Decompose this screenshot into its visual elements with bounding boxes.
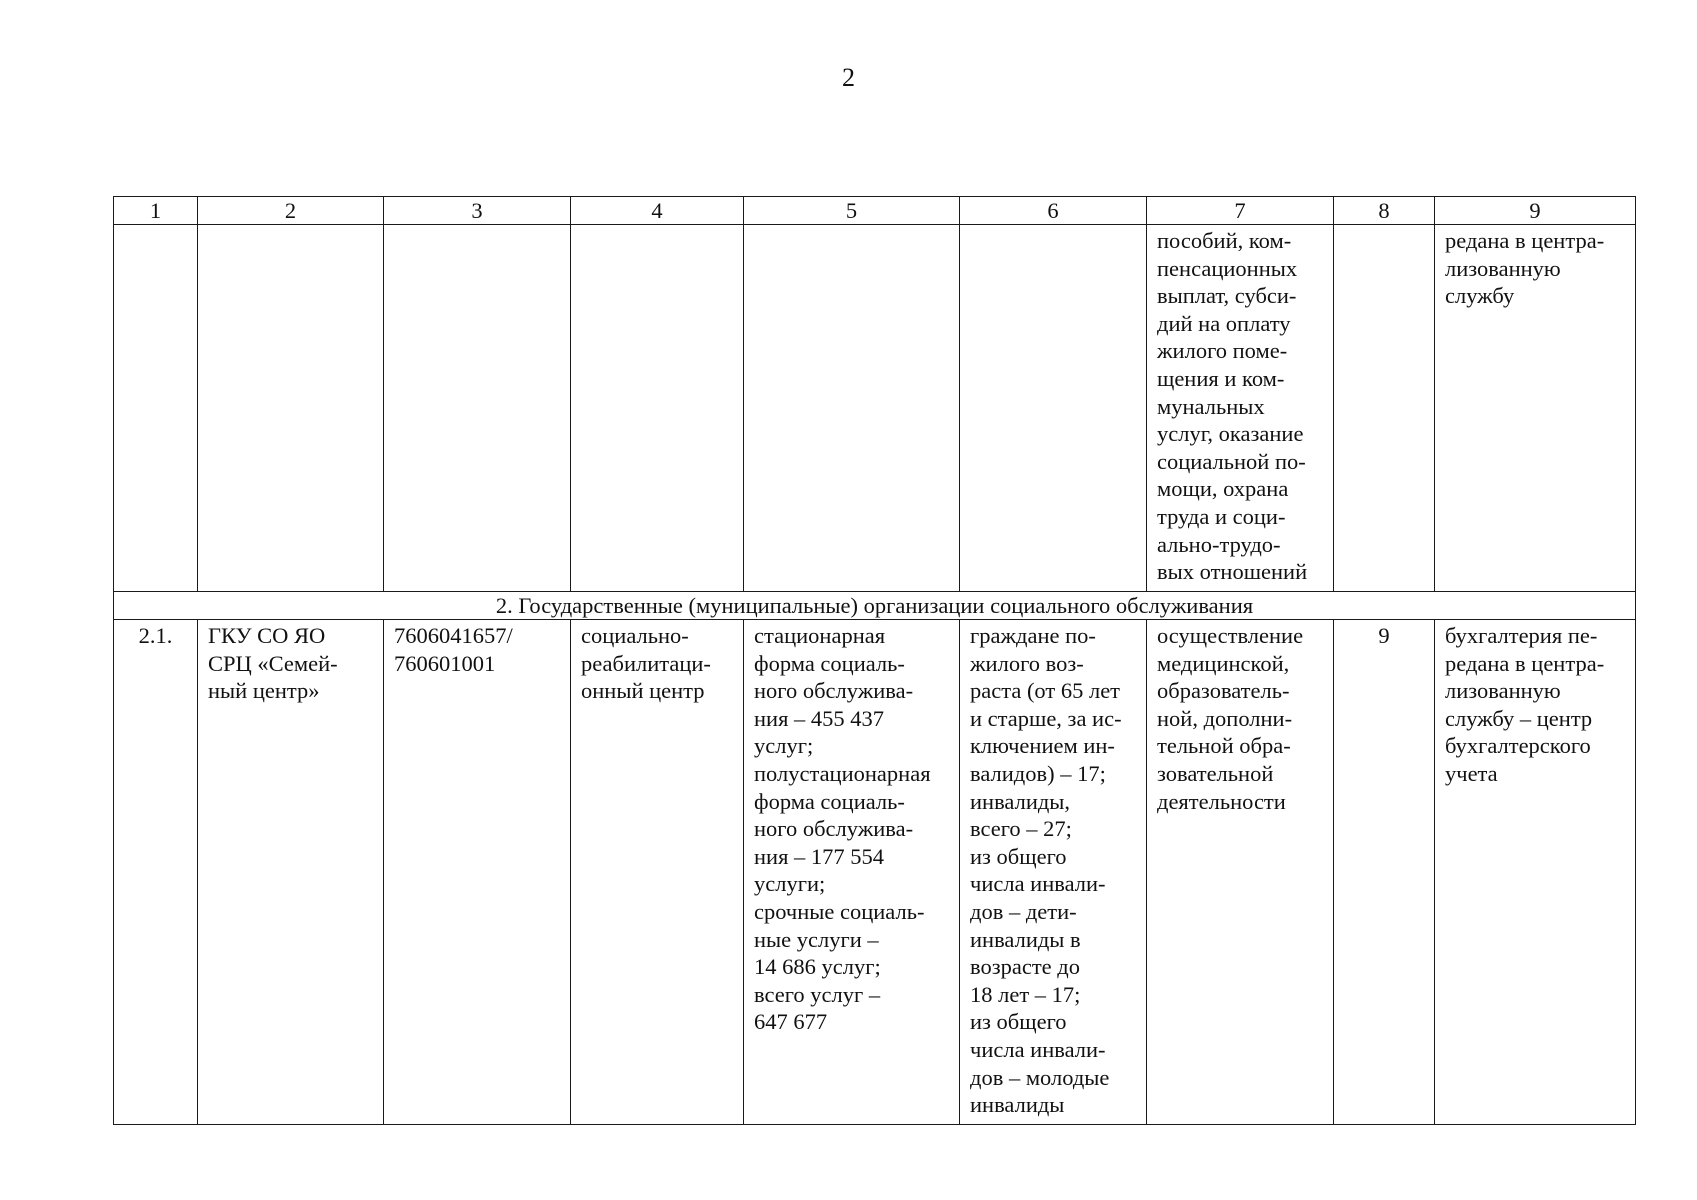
column-number-cell: 3: [384, 197, 571, 225]
section-heading: 2. Государственные (муниципальные) организации социального обслуживания: [114, 592, 1636, 620]
table-cell: [198, 225, 384, 592]
section-heading-row: [114, 592, 1636, 620]
table-cell: [960, 225, 1147, 592]
column-number-cell: 8: [1334, 197, 1435, 225]
organization-name-cell: ГКУ СО ЯО СРЦ «Семей- ный центр»: [198, 620, 384, 1125]
activity-cell: осуществление медицинской, образователь- ной, дополни- тельной обра- зовательной деятельности: [1147, 620, 1334, 1125]
column-number-cell: 9: [1435, 197, 1636, 225]
column-number-cell: 7: [1147, 197, 1334, 225]
page-number: 2: [842, 63, 855, 92]
column-number-cell: 4: [571, 197, 744, 225]
inn-kpp-cell: 7606041657/ 760601001: [384, 620, 571, 1125]
column-number-cell: 5: [744, 197, 960, 225]
recipients-cell: граждане по- жилого воз- раста (от 65 лет и старше, за ис- ключением ин- валидов) – 17; инвалиды, всего – 27; из общего числа инвали- дов – дети- инвалиды в возрасте до 18 лет – 17; из общего числа инвали- дов – молодые инвалиды: [960, 620, 1147, 1125]
table-cell: [571, 225, 744, 592]
count-cell: 9: [1334, 620, 1435, 1125]
row-number-cell: 2.1.: [114, 620, 198, 1125]
accounting-cell: бухгалтерия пе- редана в центра- лизованную службу – центр бухгалтерского учета: [1435, 620, 1636, 1125]
organizations-table: [113, 196, 1636, 1125]
table-cell: [744, 225, 960, 592]
table-cell: [114, 225, 198, 592]
table-row: [114, 620, 1636, 1125]
continuation-row: [114, 225, 1636, 592]
column-number-row: [114, 197, 1636, 225]
column-number-cell: 2: [198, 197, 384, 225]
organization-type-cell: социально- реабилитаци- онный центр: [571, 620, 744, 1125]
accounting-cell: редана в центра- лизованную службу: [1435, 225, 1636, 592]
column-number-cell: 1: [114, 197, 198, 225]
activity-cell: пособий, ком- пенсационных выплат, субси- дий на оплату жилого поме- щения и ком- мунальных услуг, оказание социальной по- мощи, охрана труда и соци- ально-трудо- вых отношений: [1147, 225, 1334, 592]
column-number-cell: 6: [960, 197, 1147, 225]
service-forms-cell: стационарная форма социаль- ного обслужива- ния – 455 437 услуг; полустационарная форма социаль- ного обслужива- ния – 177 554 услуги; срочные социаль- ные услуги – 14 686 услуг; всего услуг – 647 677: [744, 620, 960, 1125]
table-cell: [384, 225, 571, 592]
table-cell: [1334, 225, 1435, 592]
